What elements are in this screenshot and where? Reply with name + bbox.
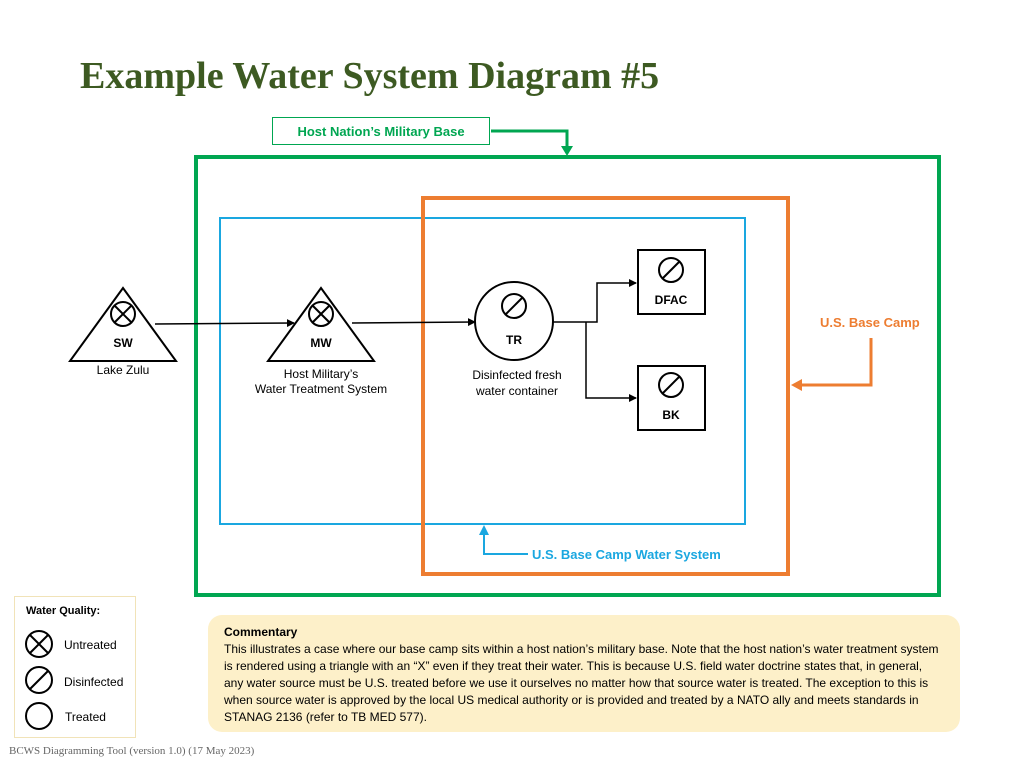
legend-item-label: Untreated xyxy=(64,638,117,652)
node-mw-caption-line1: Host Military’s xyxy=(283,367,359,381)
us-base-camp-label: U.S. Base Camp xyxy=(820,315,920,330)
commentary-title: Commentary xyxy=(224,625,298,639)
host-base-arrowhead xyxy=(561,146,573,156)
node-bk-code: BK xyxy=(662,408,680,422)
legend-item-label: Treated xyxy=(65,710,106,724)
water-system-label: U.S. Base Camp Water System xyxy=(532,547,721,562)
water-quality-legend xyxy=(14,596,136,738)
circle-x-icon xyxy=(24,629,54,659)
us-base-camp-arrowhead xyxy=(791,379,802,391)
disinfected-icon xyxy=(659,373,683,397)
water-system-arrowhead xyxy=(479,525,489,535)
flow-sw-to-mw xyxy=(155,323,294,324)
legend-item-label: Disinfected xyxy=(64,675,124,689)
commentary-box xyxy=(208,615,960,732)
node-tr-caption-line2: water container xyxy=(475,384,559,398)
host-base-pointer-arrow xyxy=(491,131,567,148)
node-mw-caption-line2: Water Treatment System xyxy=(254,382,388,396)
water-system-pointer-arrow xyxy=(484,533,528,554)
flow-tr-to-bk xyxy=(586,322,636,398)
circle-icon xyxy=(24,701,54,731)
flow-mw-to-tr xyxy=(352,322,475,323)
footer-version: BCWS Diagramming Tool (version 1.0) (17 May 2023) xyxy=(9,745,255,757)
disinfected-icon xyxy=(502,294,526,318)
host-base-label: Host Nation’s Military Base xyxy=(272,117,490,145)
commentary-body: This illustrates a case where our base camp sits within a host nation’s military base. Note that the host nation’s water treatment system is rendered using a triangle with an “X” even if they treat their water. This is because U.S. field water doctrine states that, in general, any water source must be U.S. treated before we use it ourselves no matter how that source water is treated. The exception to this is when source water is approved by the local US medical authority or is provided and treated by a NATO ally and meets standards in STANAG 2136 (refer to TB MED 577). xyxy=(224,642,939,724)
node-tr-code: TR xyxy=(506,333,522,347)
node-tr xyxy=(475,282,553,360)
circle-slash-icon xyxy=(24,665,54,695)
node-mw-code: MW xyxy=(310,336,332,350)
page-title: Example Water System Diagram #5 xyxy=(80,55,660,97)
node-dfac-code: DFAC xyxy=(654,293,688,307)
node-sw-code: SW xyxy=(113,336,133,350)
flow-tr-to-dfac xyxy=(553,283,636,322)
node-sw-caption: Lake Zulu xyxy=(96,363,150,377)
node-tr-caption-line1: Disinfected fresh xyxy=(472,368,562,382)
us-base-camp-pointer-arrow xyxy=(800,338,871,385)
disinfected-icon xyxy=(659,258,683,282)
node-mw xyxy=(268,288,374,361)
untreated-icon xyxy=(111,302,135,326)
untreated-icon xyxy=(309,302,333,326)
legend-title: Water Quality: xyxy=(26,605,101,617)
